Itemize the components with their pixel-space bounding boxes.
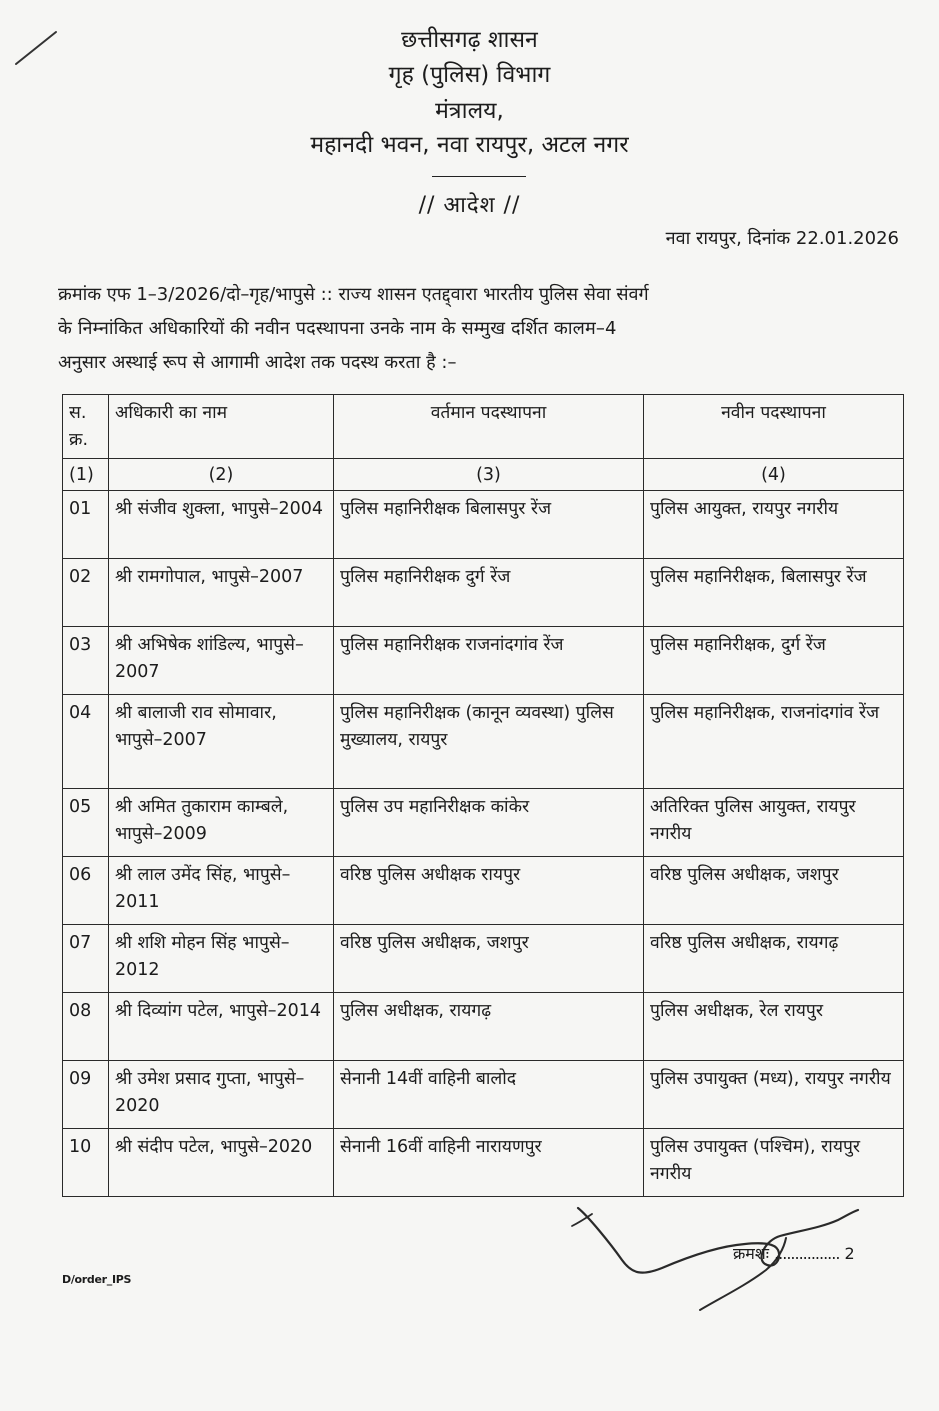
office-address: महानदी भवन, नवा रायपुर, अटल नगर (310, 132, 629, 158)
table-row (63, 1129, 904, 1197)
col-number-2: (2) (109, 459, 334, 491)
order-preamble (58, 278, 898, 380)
table-row (63, 627, 904, 695)
row-current-posting: सेनानी 14वीं वाहिनी बालोद (334, 1061, 644, 1129)
row-current-posting: सेनानी 16वीं वाहिनी नारायणपुर (334, 1129, 644, 1197)
posting-table (62, 394, 904, 1197)
row-serial: 03 (63, 627, 109, 695)
table-row (63, 559, 904, 627)
table-body (63, 491, 904, 1197)
row-new-posting: अतिरिक्त पुलिस आयुक्त, रायपुर नगरीय (644, 789, 904, 857)
row-current-posting: पुलिस उप महानिरीक्षक कांकेर (334, 789, 644, 857)
next-page-number: 2 (844, 1244, 855, 1263)
row-serial: 10 (63, 1129, 109, 1197)
row-current-posting: पुलिस अधीक्षक, रायगढ़ (334, 993, 644, 1061)
row-serial: 08 (63, 993, 109, 1061)
row-serial: 04 (63, 695, 109, 789)
row-new-posting: वरिष्ठ पुलिस अधीक्षक, रायगढ़ (644, 925, 904, 993)
row-current-posting: वरिष्ठ पुलिस अधीक्षक, जशपुर (334, 925, 644, 993)
row-officer-name: श्री उमेश प्रसाद गुप्ता, भापुसे–2020 (109, 1061, 334, 1129)
row-officer-name: श्री शशि मोहन सिंह भापुसे– 2012 (109, 925, 334, 993)
row-new-posting: पुलिस उपायुक्त (मध्य), रायपुर नगरीय (644, 1061, 904, 1129)
row-serial: 01 (63, 491, 109, 559)
row-serial: 09 (63, 1061, 109, 1129)
row-new-posting: पुलिस आयुक्त, रायपुर नगरीय (644, 491, 904, 559)
row-officer-name: श्री दिव्यांग पटेल, भापुसे–2014 (109, 993, 334, 1061)
table-row (63, 857, 904, 925)
row-new-posting: पुलिस महानिरीक्षक, दुर्ग रेंज (644, 627, 904, 695)
order-date: नवा रायपुर, दिनांक 22.01.2026 (665, 228, 899, 249)
row-new-posting: पुलिस उपायुक्त (पश्चिम), रायपुर नगरीय (644, 1129, 904, 1197)
row-officer-name: श्री बालाजी राव सोमावार, भापुसे–2007 (109, 695, 334, 789)
row-current-posting: पुलिस महानिरीक्षक दुर्ग रेंज (334, 559, 644, 627)
row-officer-name: श्री रामगोपाल, भापुसे–2007 (109, 559, 334, 627)
header-serial: स. क्र. (63, 395, 109, 459)
row-new-posting: वरिष्ठ पुलिस अधीक्षक, जशपुर (644, 857, 904, 925)
department-name: गृह (पुलिस) विभाग (388, 62, 551, 88)
row-current-posting: पुलिस महानिरीक्षक राजनांदगांव रेंज (334, 627, 644, 695)
row-officer-name: श्री अभिषेक शांडिल्य, भापुसे–2007 (109, 627, 334, 695)
row-new-posting: पुलिस अधीक्षक, रेल रायपुर (644, 993, 904, 1061)
continued-dots: ................ (774, 1244, 840, 1263)
preamble-line-1-rest: :: राज्य शासन एतद्द्वारा भारतीय पुलिस सेवा संवर्ग (320, 284, 649, 305)
preamble-line-2: के निम्नांकित अधिकारियों की नवीन पदस्थापना उनके नाम के सम्मुख दर्शित कालम–4 (58, 318, 617, 339)
table-row (63, 789, 904, 857)
row-new-posting: पुलिस महानिरीक्षक, बिलासपुर रेंज (644, 559, 904, 627)
order-reference-number: क्रमांक एफ 1–3/2026/दो–गृह/भापुसे (58, 284, 315, 305)
col-number-1: (1) (63, 459, 109, 491)
row-new-posting: पुलिस महानिरीक्षक, राजनांदगांव रेंज (644, 695, 904, 789)
preamble-line-1 (58, 278, 898, 312)
order-title: // आदेश // (418, 193, 521, 218)
row-serial: 05 (63, 789, 109, 857)
table-row (63, 695, 904, 789)
table-row (63, 491, 904, 559)
row-current-posting: पुलिस महानिरीक्षक (कानून व्यवस्था) पुलिस मुख्यालय, रायपुर (334, 695, 644, 789)
row-officer-name: श्री लाल उमेंद सिंह, भापुसे–2011 (109, 857, 334, 925)
government-name: छत्तीसगढ़ शासन (401, 27, 538, 53)
header-new-posting: नवीन पदस्थापना (644, 395, 904, 459)
col-number-3: (3) (334, 459, 644, 491)
header-officer-name: अधिकारी का नाम (109, 395, 334, 459)
row-current-posting: वरिष्ठ पुलिस अधीक्षक रायपुर (334, 857, 644, 925)
row-officer-name: श्री संदीप पटेल, भापुसे–2020 (109, 1129, 334, 1197)
continued-label: क्रमशः (733, 1244, 769, 1263)
table-row (63, 1061, 904, 1129)
header-divider (432, 176, 526, 177)
continued-note (733, 1242, 855, 1264)
row-serial: 07 (63, 925, 109, 993)
header-current-posting: वर्तमान पदस्थापना (334, 395, 644, 459)
row-serial: 06 (63, 857, 109, 925)
table-row (63, 925, 904, 993)
col-number-4: (4) (644, 459, 904, 491)
preamble-line-3: अनुसार अस्थाई रूप से आगामी आदेश तक पदस्थ करता है :– (58, 352, 457, 373)
row-serial: 02 (63, 559, 109, 627)
row-current-posting: पुलिस महानिरीक्षक बिलासपुर रेंज (334, 491, 644, 559)
column-number-row (63, 459, 904, 491)
row-officer-name: श्री अमित तुकाराम काम्बले, भापुसे–2009 (109, 789, 334, 857)
row-officer-name: श्री संजीव शुक्ला, भापुसे–2004 (109, 491, 334, 559)
table-header-row (63, 395, 904, 459)
ministry-name: मंत्रालय, (435, 98, 504, 124)
file-reference: D/order_IPS (62, 1273, 132, 1286)
table-row (63, 993, 904, 1061)
